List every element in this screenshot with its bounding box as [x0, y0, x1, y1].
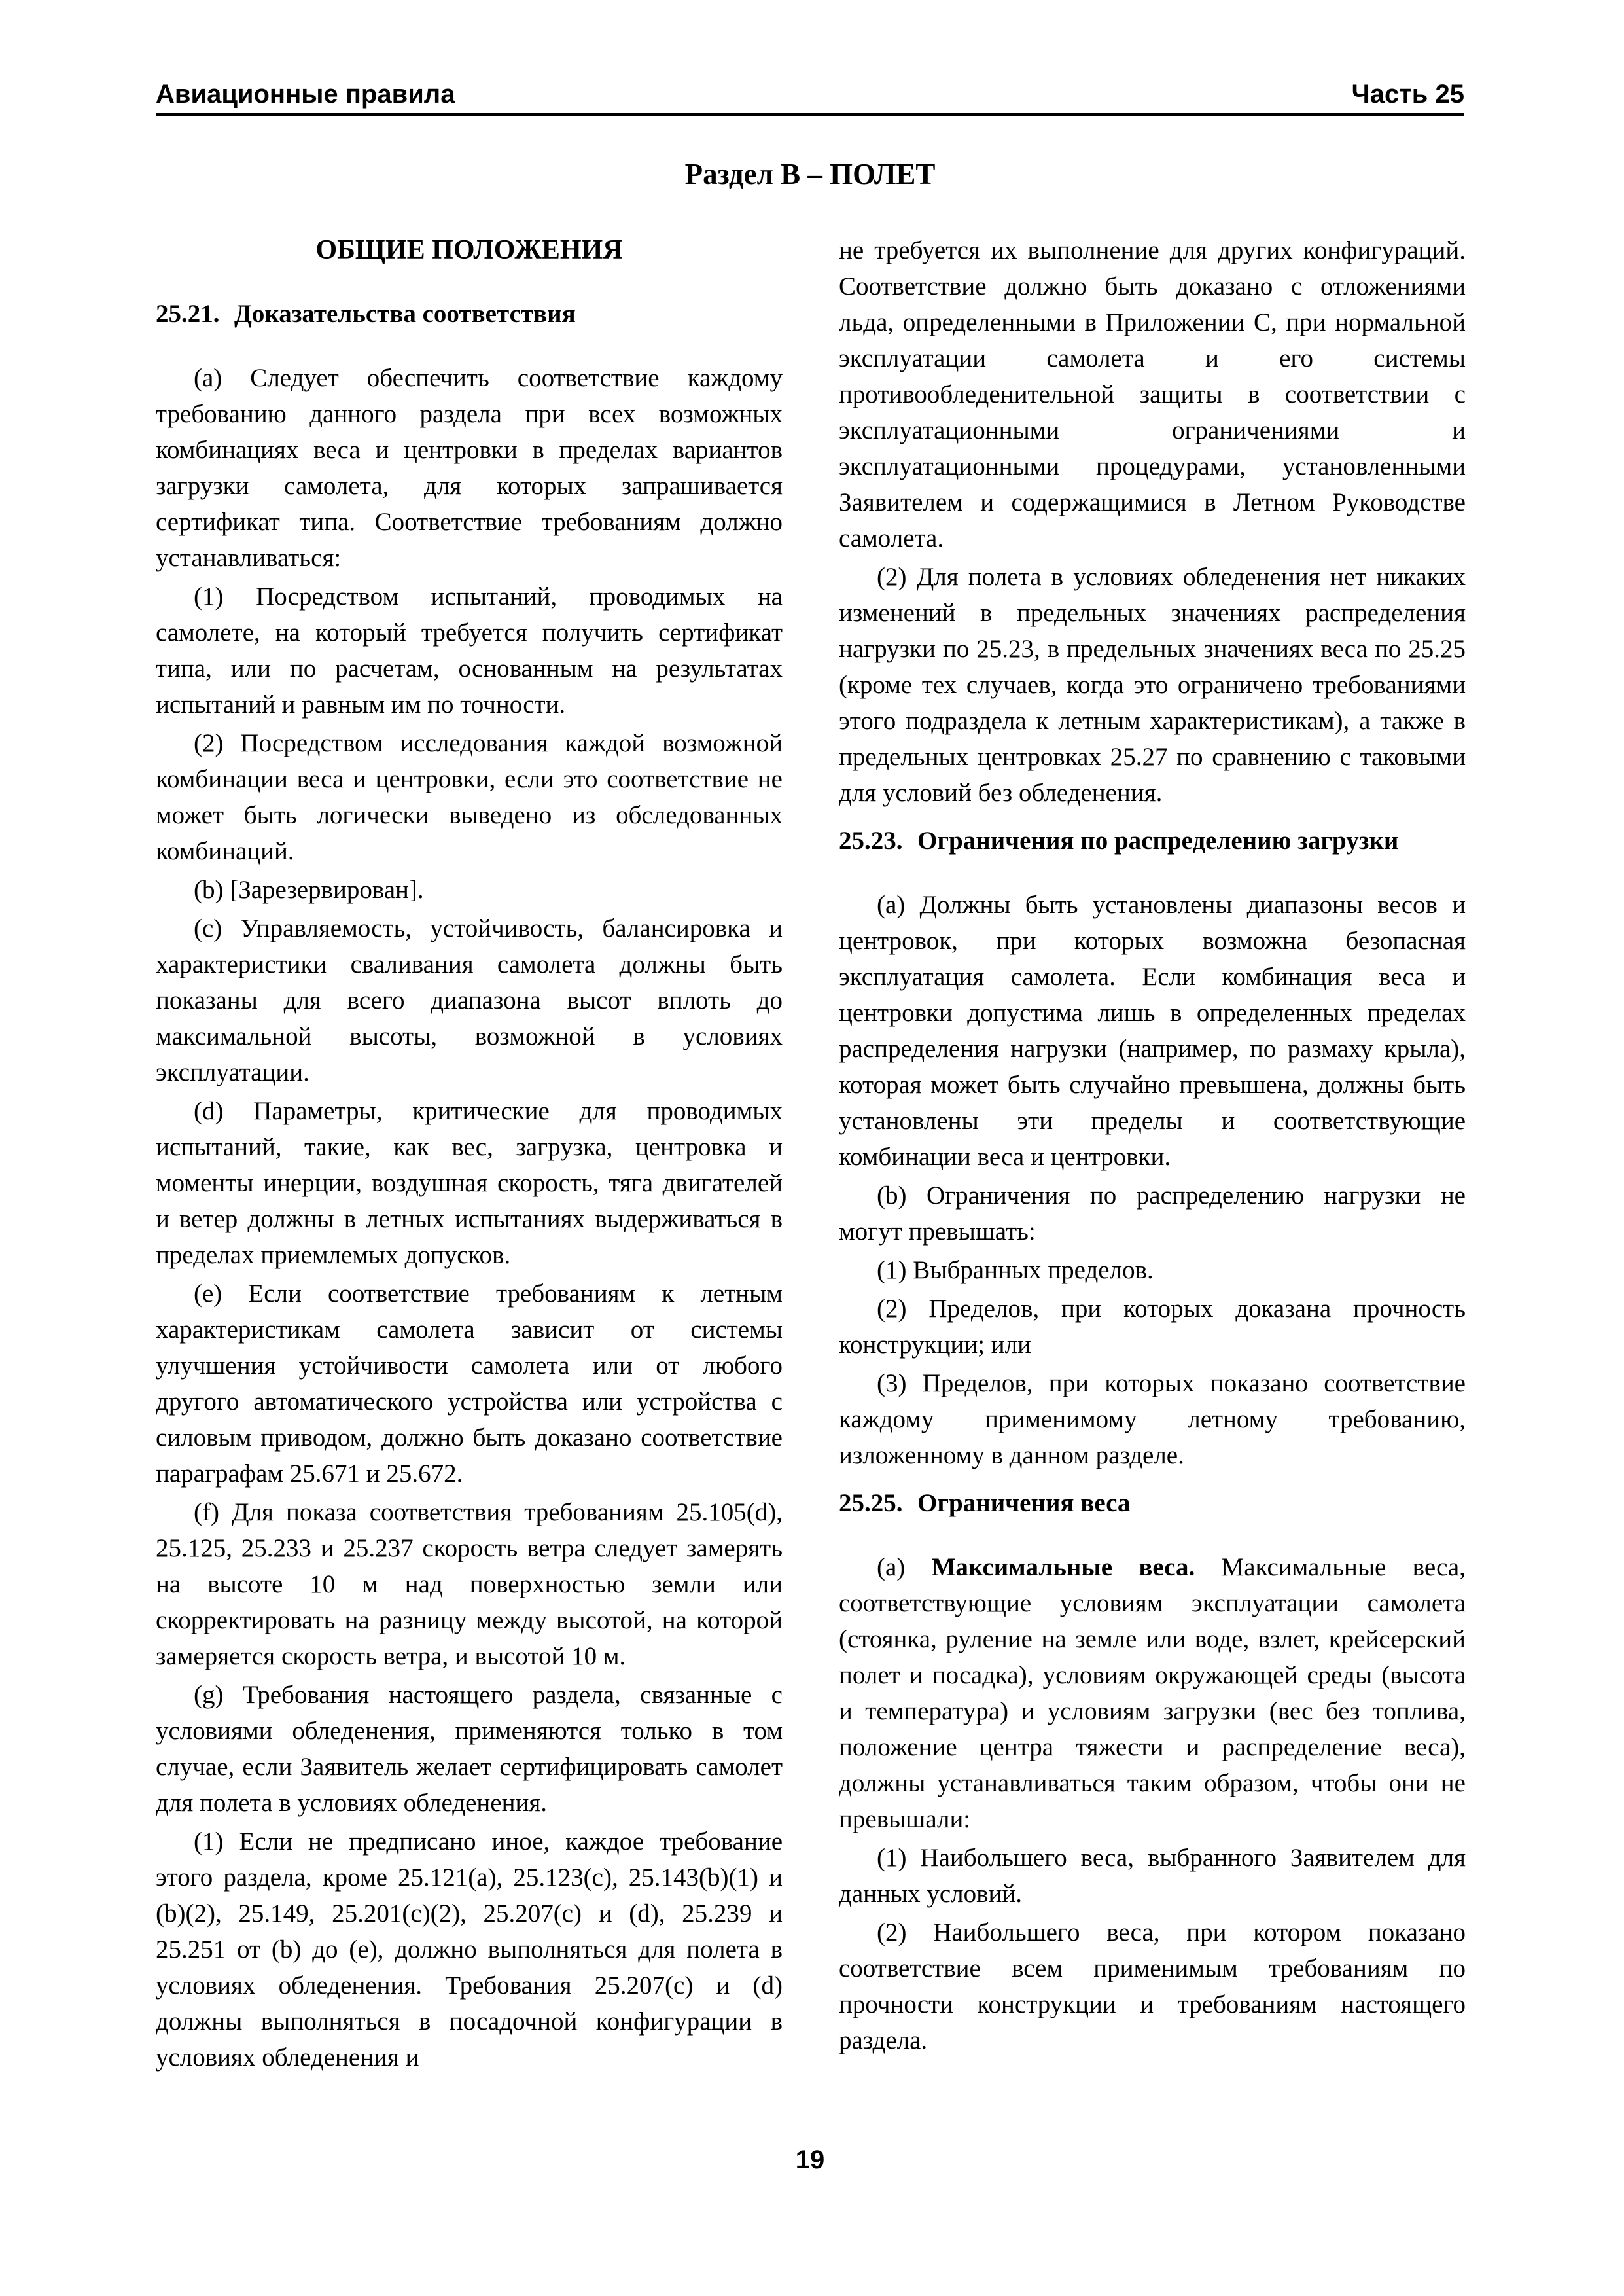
clause-number: 25.21.: [156, 300, 220, 328]
paragraph: (a) Следует обеспечить соответствие каждому требованию данного раздела при всех возможных комбинациях веса и центровки в пределах вариантов загрузки самолета, для которых запрашивается сертификат типа. Соответствие требованиям должно устанавливаться:: [156, 364, 783, 572]
general-provisions-heading: ОБЩИЕ ПОЛОЖЕНИЯ: [315, 235, 623, 265]
clause-25-25-heading: [839, 1486, 1466, 1520]
paragraph: (2) Посредством исследования каждой возможной комбинации веса и центровки, если это соответствие не может быть логически выведено из обследованных комбинаций.: [156, 729, 783, 865]
paragraph: (3) Пределов, при которых показано соответствие каждому применимому летному требованию, изложенному в данном разделе.: [839, 1369, 1466, 1469]
right-column: [839, 232, 1466, 2061]
header-part: Часть 25: [1351, 80, 1464, 109]
paragraph: (g) Требования настоящего раздела, связанные с условиями обледенения, применяются только в том случае, если Заявитель желает сертифицировать самолет для полета в условиях обледенения.: [156, 1681, 783, 1817]
paragraph: (d) Параметры, критические для проводимых испытаний, такие, как вес, загрузка, центровка и моменты инерции, воздушная скорость, тяга двигателей и ветер должны в летных испытаниях выдерживаться в пределах приемлемых допусков.: [156, 1097, 783, 1269]
clause-title: Ограничения по распределению загрузки: [917, 827, 1399, 855]
header-rule: [156, 113, 1464, 116]
paragraph: (2) Пределов, при которых доказана прочность конструкции; или: [839, 1295, 1466, 1359]
running-header: [156, 77, 1464, 114]
section-title: Раздел B – ПОЛЕТ: [684, 158, 936, 190]
continuation-paragraph: не требуется их выполнение для других конфигураций. Соответствие должно быть доказано с отложениями льда, определенными в Приложении С, при нормальной эксплуатации самолета и его системы противообледенительной защиты в соответствии с эксплуатационными ограничениями и эксплуатационными процедурами, установленными Заявителем и содержащимися в Летном Руководстве самолета.: [839, 236, 1466, 552]
clause-title: Доказательства соответствия: [234, 300, 576, 328]
clause-25-23-heading: [839, 824, 1466, 858]
paragraph: (c) Управляемость, устойчивость, балансировка и характеристики сваливания самолета должны быть показаны для всего диапазона высот вплоть до максимальной высоты, возможной в условиях эксплуатации.: [156, 914, 783, 1086]
para-text: Максимальные веса, соответствующие условиям эксплуатации самолета (стоянка, руление на земле или воде, взлет, крейсерский полет и посадка), условиям окружающей среды (высота и температура) и условиям загрузки (вес без топлива, положение центра тяжести и распределение веса), должны устанавливаться таким образом, чтобы они не превышали:: [839, 1553, 1466, 1833]
paragraph: (2) Наибольшего веса, при котором показано соответствие всем применимым требованиям по прочности конструкции и требованиям настоящего раздела.: [839, 1918, 1466, 2054]
paragraph: (1) Выбранных пределов.: [877, 1256, 1154, 1284]
left-column: [156, 232, 783, 2078]
paragraph: (2) Для полета в условиях обледенения нет никаких изменений в предельных значениях распределения нагрузки по 25.23, в предельных значениях веса по 25.25 (кроме тех случаев, когда это ограничено требованиями этого подраздела к летным характеристикам), а также в предельных центровках 25.27 по сравнению с таковыми для условий без обледенения.: [839, 563, 1466, 807]
page-number: 19: [795, 2145, 825, 2174]
paragraph: (b) Ограничения по распределению нагрузки не могут превышать:: [839, 1181, 1466, 1246]
paragraph: (f) Для показа соответствия требованиям 25.105(d), 25.125, 25.233 и 25.237 скорость ветра следует замерять на высоте 10 м над поверхностью земли или скорректировать на разницу между высотой, на которой замеряется скорость ветра, и высотой 10 м.: [156, 1498, 783, 1670]
clause-number: 25.25.: [839, 1489, 903, 1517]
paragraph: (b) [Зарезервирован].: [194, 876, 424, 904]
clause-title: Ограничения веса: [917, 1489, 1131, 1517]
para-bold-term: Максимальные веса.: [931, 1553, 1195, 1581]
paragraph-max-weights: [839, 1549, 1466, 1837]
paragraph: (1) Наибольшего веса, выбранного Заявителем для данных условий.: [839, 1844, 1466, 1908]
clause-25-21-heading: [156, 297, 783, 331]
paragraph: (e) Если соответствие требованиям к летным характеристикам самолета зависит от системы улучшения устойчивости самолета или от любого другого автоматического устройства или устройства с силовым приводом, должно быть доказано соответствие параграфам 25.671 и 25.672.: [156, 1280, 783, 1488]
para-prefix: (a): [877, 1553, 932, 1581]
paragraph: (1) Если не предписано иное, каждое требование этого раздела, кроме 25.121(a), 25.123(c), 25.143(b)(1) и (b)(2), 25.149, 25.201(c)(2), 25.207(c) и (d), 25.239 и 25.251 от (b) до (e), должно выполняться для полета в условиях обледенения. Требования 25.207(c) и (d) должны выполняться в посадочной конфигурации в условиях обледенения и: [156, 1827, 783, 2072]
paragraph: (a) Должны быть установлены диапазоны весов и центровок, при которых возможна безопасная эксплуатация самолета. Если комбинация веса и центровки допустима лишь в определенных пределах распределения нагрузки (например, по размаху крыла), которая может быть случайно превышена, должны быть установлены эти пределы и соответствующие комбинации веса и центровки.: [839, 891, 1466, 1171]
clause-number: 25.23.: [839, 827, 903, 855]
paragraph: (1) Посредством испытаний, проводимых на самолете, на который требуется получить сертификат типа, или по расчетам, основанным на результатах испытаний и равным им по точности.: [156, 583, 783, 719]
header-title: Авиационные правила: [156, 80, 455, 109]
